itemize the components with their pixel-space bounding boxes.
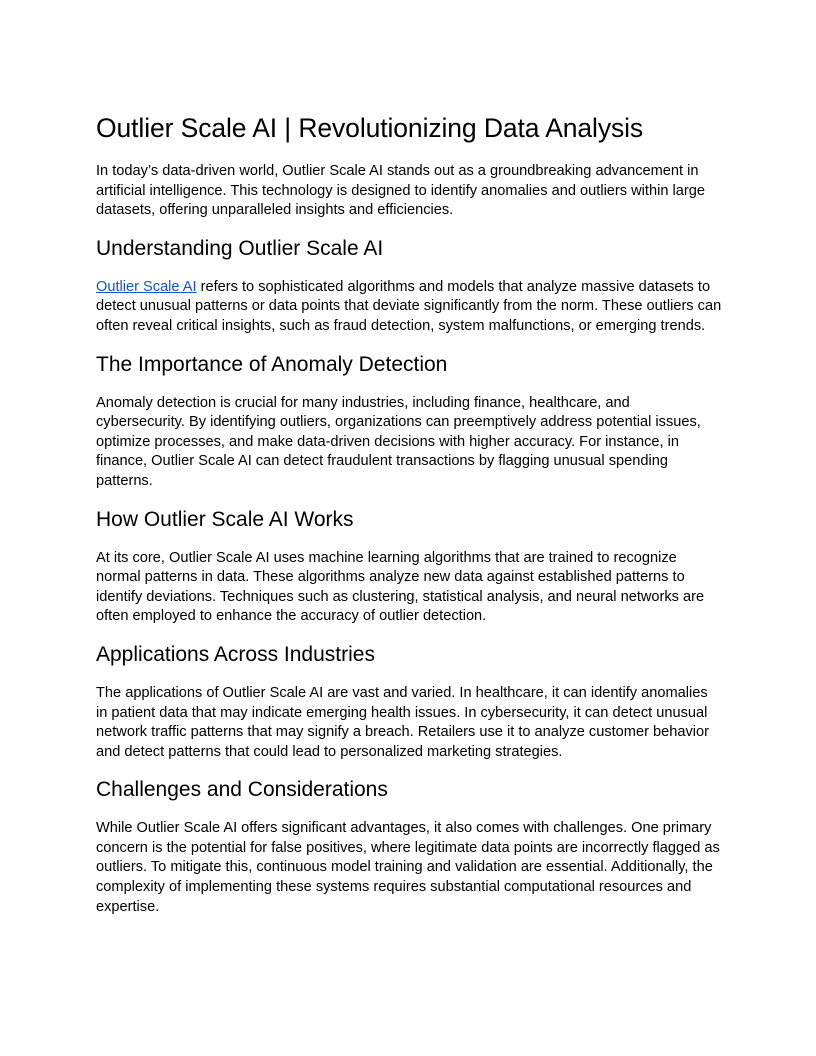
section-heading-importance: The Importance of Anomaly Detection xyxy=(96,352,448,376)
outlier-scale-ai-link[interactable]: Outlier Scale AI xyxy=(96,278,197,295)
section-heading-challenges: Challenges and Considerations xyxy=(96,778,388,802)
section-paragraph-challenges: While Outlier Scale AI offers significant advantages, it also comes with challenges. One primary concern is the potential for false positives, where legitimate data points are incorrectly flagged as outliers. To mitigate this, continuous model training and validation are essential. Additionally, the complexity of implementing these systems requires substantial computational resources and expertise. xyxy=(96,820,720,915)
section-body-understanding: refers to sophisticated algorithms and models that analyze massive datasets to detect unusual patterns or data points that deviate significantly from the norm. These outliers can often reveal critical insights, such as fraud detection, system malfunctions, or emerging trends. xyxy=(96,278,722,334)
section-heading-applications: Applications Across Industries xyxy=(96,642,375,666)
section-paragraph-applications: The applications of Outlier Scale AI are vast and varied. In healthcare, it can identify anomalies in patient data that may indicate emerging health issues. In cybersecurity, it can detect unusual network traffic patterns that may signify a breach. Retailers use it to analyze customer behavior and detect patterns that could lead to personalized marketing strategies. xyxy=(96,684,709,760)
section-paragraph-importance: Anomaly detection is crucial for many industries, including finance, healthcare, and cybersecurity. By identifying outliers, organizations can preemptively address potential issues, optimize processes, and make data-driven decisions with higher accuracy. For instance, in finance, Outlier Scale AI can detect fraudulent transactions by flagging unusual spending patterns. xyxy=(96,394,701,489)
document-title: Outlier Scale AI | Revolutionizing Data Analysis xyxy=(96,113,644,143)
section-paragraph-understanding xyxy=(96,278,722,337)
document-page xyxy=(96,112,722,932)
section-heading-how-it-works: How Outlier Scale AI Works xyxy=(96,507,354,531)
section-heading-understanding: Understanding Outlier Scale AI xyxy=(96,236,384,260)
intro-paragraph: In today’s data-driven world, Outlier Scale AI stands out as a groundbreaking advancement in artificial intelligence. This technology is designed to identify anomalies and outliers within large datasets, offering unparalleled insights and efficiencies. xyxy=(96,163,705,219)
section-paragraph-how-it-works: At its core, Outlier Scale AI uses machine learning algorithms that are trained to recognize normal patterns in data. These algorithms analyze new data against established patterns to identify deviations. Techniques such as clustering, statistical analysis, and neural networks are often employed to enhance the accuracy of outlier detection. xyxy=(96,549,705,625)
